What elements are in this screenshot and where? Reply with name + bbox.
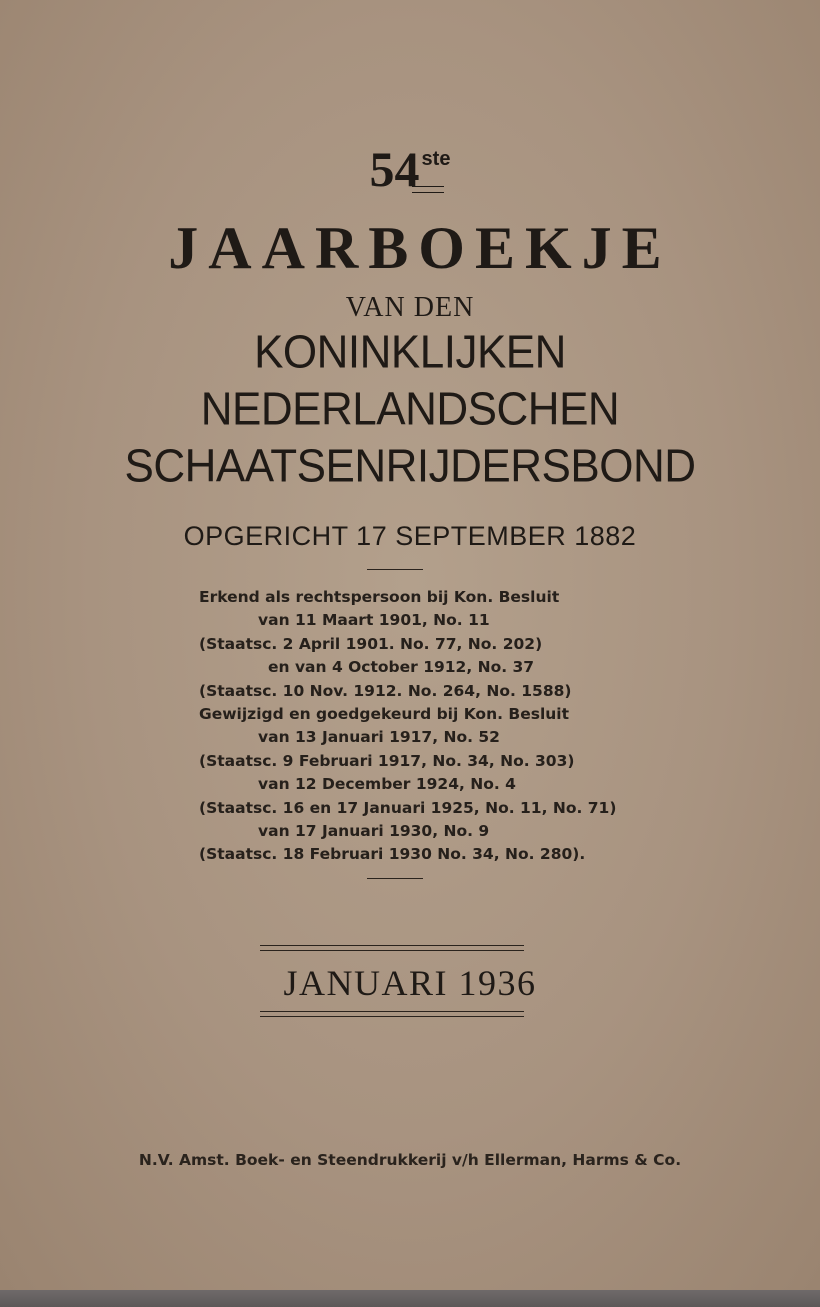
divider-bottom — [367, 878, 423, 879]
edition-number-suffix: ste — [421, 148, 451, 170]
date-rule-bottom — [260, 1011, 524, 1017]
book-subtitle: VAN DEN — [345, 292, 475, 323]
legal-line: (Staatsc. 10 Nov. 1912. No. 264, No. 1588) — [199, 681, 572, 700]
legal-line: van 12 December 1924, No. 4 — [258, 775, 516, 794]
legal-line: (Staatsc. 18 Februari 1930 No. 34, No. 280). — [199, 845, 586, 864]
legal-line: (Staatsc. 2 April 1901. No. 77, No. 202) — [199, 634, 543, 653]
edition-number-value: 54 — [369, 141, 420, 197]
edition-number — [0, 140, 820, 198]
legal-line: en van 4 October 1912, No. 37 — [268, 658, 535, 677]
legal-line: (Staatsc. 9 Februari 1917, No. 34, No. 303) — [199, 751, 575, 770]
legal-line: Erkend als rechtspersoon bij Kon. Besluit — [199, 588, 560, 606]
background-edge — [0, 1290, 820, 1307]
founding-date: OPGERICHT 17 SEPTEMBER 1882 — [183, 521, 637, 551]
edition-suffix-underline — [412, 186, 444, 193]
divider-top — [367, 569, 423, 570]
legal-line: (Staatsc. 16 en 17 Januari 1925, No. 11, No. 71) — [199, 798, 617, 817]
book-title: JAARBOEKJE — [168, 215, 672, 281]
legal-line: van 11 Maart 1901, No. 11 — [258, 611, 490, 630]
legal-line: van 13 Januari 1917, No. 52 — [258, 728, 500, 747]
organization-line-3: SCHAATSENRIJDERSBOND — [124, 440, 696, 493]
date-rule-top — [260, 945, 524, 951]
legal-line: Gewijzigd en goedgekeurd bij Kon. Besluit — [199, 705, 570, 723]
printer-imprint: N.V. Amst. Boek- en Steendrukkerij v/h Ellerman, Harms & Co. — [138, 1151, 682, 1169]
organization-line-2: NEDERLANDSCHEN — [200, 383, 620, 436]
organization-line-1: KONINKLIJKEN — [254, 326, 566, 379]
publication-date: JANUARI 1936 — [283, 963, 537, 1003]
legal-line: van 17 Januari 1930, No. 9 — [258, 822, 490, 840]
